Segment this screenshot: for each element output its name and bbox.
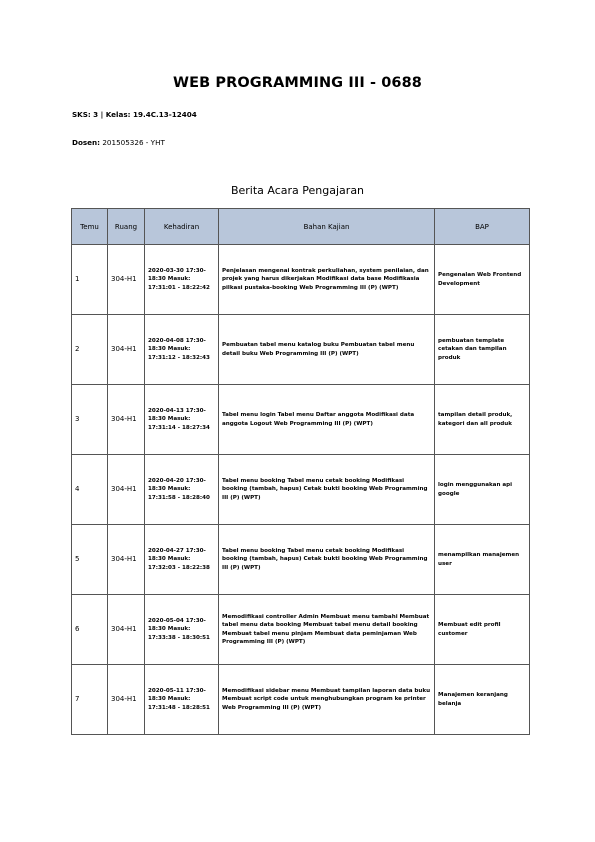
ruang-cell: 304-H1 bbox=[108, 315, 145, 385]
table-row bbox=[72, 665, 530, 735]
bap-cell: Membuat edit profil customer bbox=[435, 595, 530, 665]
sks-value: 3 | Kelas: 19.4C.13-12404 bbox=[93, 110, 197, 119]
ruang-cell: 304-H1 bbox=[108, 455, 145, 525]
section-title: Berita Acara Pengajaran bbox=[230, 184, 365, 197]
column-header-ruang: Ruang bbox=[108, 209, 145, 245]
lecturer-info bbox=[72, 138, 165, 147]
kehadiran-cell: 2020-03-30 17:30-18:30 Masuk: 17:31:01 - 18:22:42 bbox=[145, 245, 219, 315]
column-header-bahan-kajian: Bahan Kajian bbox=[219, 209, 435, 245]
temu-cell: 4 bbox=[72, 455, 108, 525]
kehadiran-cell: 2020-04-13 17:30-18:30 Masuk: 17:31:14 - 18:27:34 bbox=[145, 385, 219, 455]
ruang-cell: 304-H1 bbox=[108, 525, 145, 595]
sks-label: SKS: bbox=[72, 110, 91, 119]
ruang-cell: 304-H1 bbox=[108, 245, 145, 315]
bap-cell: pembuatan template cetakan dan tampilan produk bbox=[435, 315, 530, 385]
ruang-cell: 304-H1 bbox=[108, 595, 145, 665]
class-info bbox=[72, 110, 197, 119]
kehadiran-cell: 2020-05-11 17:30-18:30 Masuk: 17:31:48 - 18:28:51 bbox=[145, 665, 219, 735]
temu-cell: 5 bbox=[72, 525, 108, 595]
dosen-label: Dosen: bbox=[72, 138, 101, 147]
table-row bbox=[72, 455, 530, 525]
ruang-cell: 304-H1 bbox=[108, 385, 145, 455]
temu-cell: 6 bbox=[72, 595, 108, 665]
kehadiran-cell: 2020-05-04 17:30-18:30 Masuk: 17:33:38 - 18:30:51 bbox=[145, 595, 219, 665]
dosen-value: 201505326 - YHT bbox=[102, 138, 165, 147]
bahan-kajian-cell: Penjelasan mengenai kontrak perkuliahan, system penilaian, dan projek yang harus dikerjakan Modifikasi data base Modifikasia pilkasi pustaka-booking Web Programming III (P) (WPT) bbox=[219, 245, 435, 315]
bahan-kajian-cell: Memodifikasi controller Admin Membuat menu tambahi Membuat tabel menu data booking Membuat tabel menu detail booking Membuat tabel menu pinjam Membuat data peminjaman Web Programming III (P) (WPT) bbox=[219, 595, 435, 665]
attendance-table bbox=[71, 208, 530, 735]
bap-cell: login menggunakan api google bbox=[435, 455, 530, 525]
kehadiran-cell: 2020-04-20 17:30-18:30 Masuk: 17:31:58 - 18:28:40 bbox=[145, 455, 219, 525]
temu-cell: 2 bbox=[72, 315, 108, 385]
ruang-cell: 304-H1 bbox=[108, 665, 145, 735]
table-header-row bbox=[72, 209, 530, 245]
bahan-kajian-cell: Tabel menu booking Tabel menu cetak booking Modifikasi booking (tambah, hapus) Cetak bukti booking Web Programming III (P) (WPT) bbox=[219, 455, 435, 525]
kehadiran-cell: 2020-04-08 17:30-18:30 Masuk: 17:31:12 - 18:32:43 bbox=[145, 315, 219, 385]
bap-cell: menampilkan manajemen user bbox=[435, 525, 530, 595]
column-header-temu: Temu bbox=[72, 209, 108, 245]
bahan-kajian-cell: Memodifikasi sidebar menu Membuat tampilan laporan data buku Membuat script code untuk menghubungkan program ke printer Web Programming III (P) (WPT) bbox=[219, 665, 435, 735]
page-title: WEB PROGRAMMING III - 0688 bbox=[172, 75, 422, 91]
bahan-kajian-cell: Tabel menu login Tabel menu Daftar anggota Modifikasi data anggota Logout Web Programming III (P) (WPT) bbox=[219, 385, 435, 455]
table-row bbox=[72, 595, 530, 665]
bap-cell: tampilan detail produk, kategori dan all produk bbox=[435, 385, 530, 455]
bap-cell: Pengenalan Web Frontend Development bbox=[435, 245, 530, 315]
column-header-bap: BAP bbox=[435, 209, 530, 245]
bahan-kajian-cell: Tabel menu booking Tabel menu cetak booking Modifikasi booking (tambah, hapus) Cetak bukti booking Web Programming III (P) (WPT) bbox=[219, 525, 435, 595]
temu-cell: 7 bbox=[72, 665, 108, 735]
kehadiran-cell: 2020-04-27 17:30-18:30 Masuk: 17:32:03 - 18:22:38 bbox=[145, 525, 219, 595]
temu-cell: 1 bbox=[72, 245, 108, 315]
column-header-kehadiran: Kehadiran bbox=[145, 209, 219, 245]
table-row bbox=[72, 385, 530, 455]
table-row bbox=[72, 315, 530, 385]
bap-cell: Manajemen keranjang belanja bbox=[435, 665, 530, 735]
table-row bbox=[72, 245, 530, 315]
temu-cell: 3 bbox=[72, 385, 108, 455]
table-row bbox=[72, 525, 530, 595]
bahan-kajian-cell: Pembuatan tabel menu katalog buku Pembuatan tabel menu detail buku Web Programming III (P) (WPT) bbox=[219, 315, 435, 385]
